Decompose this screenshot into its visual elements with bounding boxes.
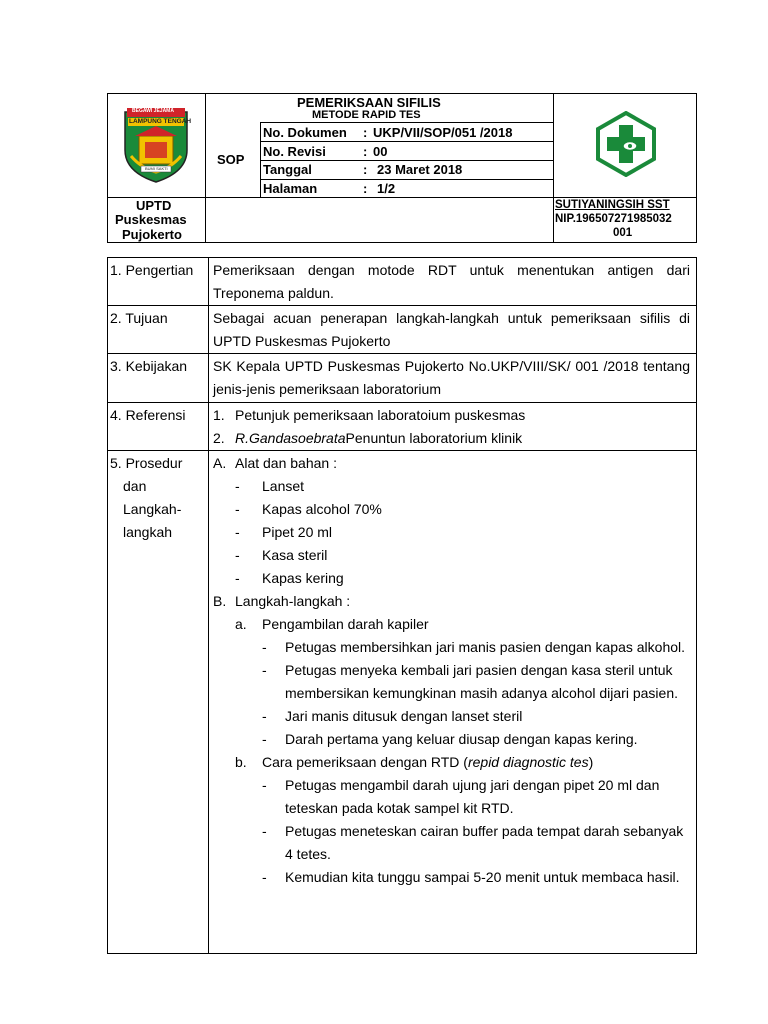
org-line-2: Puskesmas — [115, 212, 187, 227]
doc-number-label: No. Dokumen — [263, 125, 347, 140]
signer-name: SUTIYANINGSIH SST — [555, 199, 670, 211]
logo-region-text: LAMPUNG TENGAH — [129, 118, 192, 125]
list-item: b. Cara pemeriksaan dengan RTD (repid diagnostic tes) — [235, 754, 594, 770]
signer-nip-tail: 001 — [613, 227, 633, 239]
date-label: Tanggal — [263, 162, 312, 177]
section-label: 3. Kebijakan — [108, 354, 209, 403]
document-subtitle: METODE RAPID TES — [312, 109, 421, 121]
list-item: - Petugas membersihkan jari manis pasien dengan kapas alkohol. — [262, 639, 686, 655]
sop-header — [107, 93, 697, 243]
list-item: - Jari manis ditusuk dengan lanset steril — [262, 708, 523, 724]
section-label: 4. Referensi — [108, 403, 209, 451]
table-row — [108, 354, 697, 403]
section-content — [209, 403, 697, 451]
section-label: 2. Tujuan — [108, 306, 209, 354]
list-item: a. Pengambilan darah kapiler — [235, 616, 429, 632]
doc-number-value: UKP/VII/SOP/051 /2018 — [373, 125, 513, 140]
list-item: B. Langkah-langkah : — [213, 593, 351, 609]
revision-sep: : — [363, 144, 368, 159]
list-item: - Kapas kering — [235, 570, 344, 586]
list-item: A. Alat dan bahan : — [213, 455, 337, 471]
section-content: Pemeriksaan dengan motode RDT untuk menentukan antigen dari Treponema paldun. — [209, 258, 697, 306]
page-value: 1/2 — [377, 181, 396, 196]
page-sep: : — [363, 181, 368, 196]
doc-number-sep: : — [363, 125, 368, 140]
date-sep: : — [363, 162, 368, 177]
list-item: - Petugas meneteskan cairan buffer pada tempat darah sebanyak 4 tetes. — [262, 823, 684, 862]
list-item: - Darah pertama yang keluar diusap dengan kapas kering. — [262, 731, 638, 747]
logo-motto: BUMI SAKTI — [145, 166, 168, 171]
list-item: - Petugas mengambil darah ujung jari dengan pipet 20 ml dan teteskan pada kotak sampel kit RTD. — [262, 777, 660, 816]
list-item: 1. Petunjuk pemeriksaan laboratoium puskesmas — [213, 407, 526, 423]
lampung-tengah-logo — [121, 106, 191, 184]
org-line-3: Pujokerto — [122, 227, 182, 242]
table-row — [108, 451, 697, 954]
list-item: - Lanset — [235, 478, 305, 494]
list-item: - Kapas alcohol 70% — [235, 501, 382, 517]
logo-banner-text: BEGAWI JEJAMA — [132, 108, 174, 114]
section-content: Sebagai acuan penerapan langkah-langkah untuk pemeriksaan sifilis di UPTD Puskesmas Pujokerto — [209, 306, 697, 354]
section-label: 1. Pengertian — [108, 258, 209, 306]
revision-value: 00 — [373, 144, 388, 159]
table-row — [108, 258, 697, 306]
date-value: 23 Maret 2018 — [377, 162, 463, 177]
section-content — [209, 451, 697, 954]
page-label: Halaman — [263, 181, 318, 196]
section-label: 5. Prosedur dan Langkah- langkah — [108, 451, 209, 954]
revision-label: No. Revisi — [263, 144, 326, 159]
list-item: - Kasa steril — [235, 547, 328, 563]
table-row — [108, 306, 697, 354]
list-item: - Petugas menyeka kembali jari pasien dengan kasa steril untuk membersikan kemungkinan masih adanya alcohol dijari pasien. — [262, 662, 678, 701]
list-item: - Pipet 20 ml — [235, 524, 333, 540]
org-line-1: UPTD — [136, 198, 172, 213]
table-row — [108, 403, 697, 451]
signer-nip: NIP.196507271985032 — [555, 213, 672, 225]
list-item: 2. R.GandasoebrataPenuntun laboratorium klinik — [213, 430, 523, 446]
sop-label: SOP — [217, 152, 245, 167]
puskesmas-logo — [593, 111, 659, 177]
document-title: PEMERIKSAAN SIFILIS — [297, 95, 441, 110]
procedure-table — [107, 257, 697, 954]
section-content: SK Kepala UPTD Puskesmas Pujokerto No.UKP/VIII/SK/ 001 /2018 tentang jenis-jenis pemeriksaan laboratorium — [209, 354, 697, 403]
list-item: - Kemudian kita tunggu sampai 5-20 menit untuk membaca hasil. — [262, 869, 680, 885]
